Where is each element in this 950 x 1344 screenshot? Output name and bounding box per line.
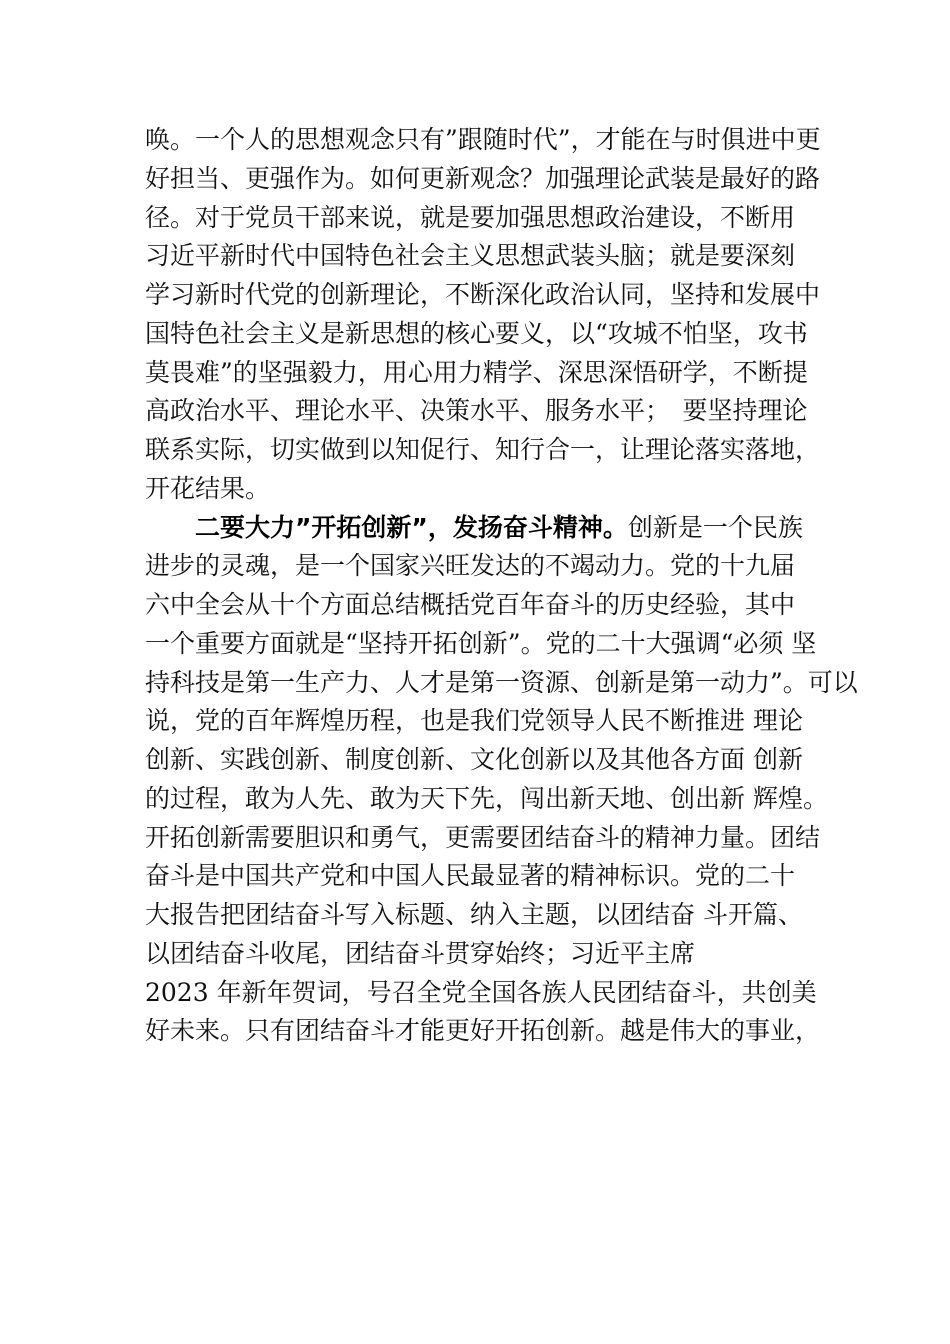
paragraph-line: 唤。一个人的思想观念只有”跟随时代”，才能在与时俱进中更 <box>145 125 821 154</box>
paragraph-line: 奋斗是中国共产党和中国人民最显著的精神标识。党的二十 <box>145 861 796 891</box>
paragraph-line: 学习新时代党的创新理论，不断深化政治认同，坚持和发展中 <box>145 280 821 309</box>
paragraph-line: 开花结果。 <box>145 473 271 503</box>
paragraph-line: 好担当、更强作为。如何更新观念？加强理论武装是最好的路 <box>145 163 821 193</box>
paragraph-line: 国特色社会主义是新思想的核心要义，以“攻城不怕坚，攻书 <box>145 318 808 348</box>
section-heading-continuation: 创新是一个民族 <box>627 512 803 542</box>
paragraph-line: 说，党的百年辉煌历程，也是我们党领导人民不断推进 理论 <box>145 706 803 736</box>
paragraph-line: 一个重要方面就是“坚持开拓创新”。党的二十大强调“必须 坚 <box>145 628 817 658</box>
paragraph-line: 联系实际，切实做到以知促行、知行合一，让理论落实落地， <box>145 435 821 464</box>
paragraph-line: 高政治水平、理论水平、决策水平、服务水平； 要坚持理论 <box>145 396 808 426</box>
paragraph-line: 好未来。只有团结奋斗才能更好开拓创新。越是伟大的事业， <box>145 1016 821 1046</box>
paragraph-line: 创新、实践创新、制度创新、文化创新以及其他各方面 创新 <box>145 745 803 774</box>
paragraph-line: 以团结奋斗收尾，团结奋斗贯穿始终；习近平主席 <box>145 938 696 968</box>
paragraph-line: 习近平新时代中国特色社会主义思想武装头脑；就是要深刻 <box>145 241 796 271</box>
paragraph-line: 持科技是第一生产力、人才是第一资源、创新是第一动力”。可以 <box>145 667 858 697</box>
paragraph-line: 开拓创新需要胆识和勇气，更需要团结奋斗的精神力量。团结 <box>145 822 821 852</box>
paragraph-line: 进步的灵魂，是一个国家兴旺发达的不竭动力。党的十九届 <box>145 551 796 581</box>
paragraph-line: 径。对于党员干部来说，就是要加强思想政治建设，不断用 <box>145 202 796 232</box>
paragraph-line: 2023 年新年贺词，号召全党全国各族人民团结奋斗，共创美 <box>145 977 817 1007</box>
paragraph-line: 六中全会从十个方面总结概括党百年奋斗的历史经验，其中 <box>145 590 796 619</box>
section-heading: 二要大力”开拓创新”，发扬奋斗精神。 <box>195 512 628 542</box>
section-heading-line <box>145 509 845 548</box>
paragraph-line: 莫畏难”的坚强毅力，用心用力精学、深思深悟研学，不断提 <box>145 357 808 387</box>
paragraph-line: 大报告把团结奋斗写入标题、纳入主题，以团结奋 斗开篇、 <box>145 900 803 929</box>
body-text <box>145 121 858 1051</box>
paragraph-line: 的过程，敢为人先、敢为天下先，闯出新天地、创出新 辉煌。 <box>145 783 828 813</box>
